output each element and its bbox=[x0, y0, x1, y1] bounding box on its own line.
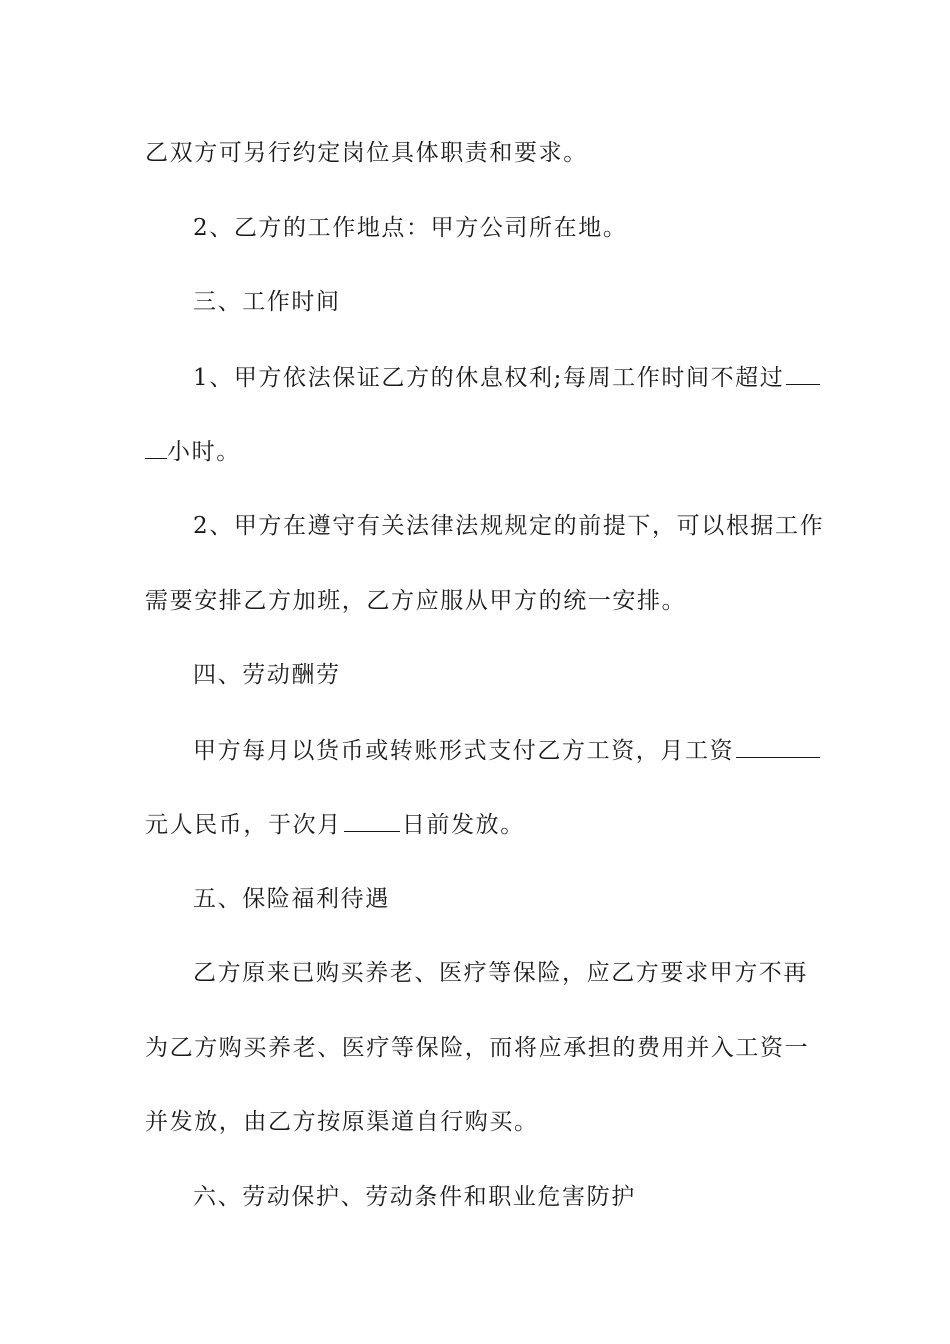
paragraph-line bbox=[145, 809, 810, 840]
paragraph-line bbox=[145, 1107, 810, 1137]
text: 六、劳动保护、劳动条件和职业危害防护 bbox=[193, 1184, 636, 1210]
text: 2、甲方在遵守有关法律法规规定的前提下，可以根据工作 bbox=[193, 513, 825, 539]
text: 元人民币，于次月 bbox=[145, 812, 342, 838]
paragraph-line bbox=[193, 958, 858, 988]
fill-blank bbox=[736, 735, 820, 758]
paragraph-line bbox=[145, 436, 810, 467]
section-heading bbox=[193, 287, 858, 317]
text: 乙双方可另行约定岗位具体职责和要求。 bbox=[145, 140, 588, 166]
paragraph-line bbox=[193, 213, 858, 243]
text: 需要安排乙方加班，乙方应服从甲方的统一安排。 bbox=[145, 588, 687, 614]
paragraph-line bbox=[145, 586, 810, 616]
paragraph-line bbox=[193, 362, 858, 393]
paragraph-line bbox=[193, 511, 858, 541]
paragraph-line bbox=[145, 1033, 810, 1063]
fill-blank bbox=[344, 809, 400, 832]
section-heading bbox=[193, 884, 858, 914]
paragraph-line bbox=[193, 735, 858, 766]
paragraph-line bbox=[145, 138, 810, 168]
text: 小时。 bbox=[167, 439, 241, 465]
text: 并发放，由乙方按原渠道自行购买。 bbox=[145, 1109, 539, 1135]
text: 日前发放。 bbox=[401, 812, 525, 838]
text: 乙方原来已购买养老、医疗等保险，应乙方要求甲方不再 bbox=[193, 960, 808, 986]
text: 2、乙方的工作地点：甲方公司所在地。 bbox=[193, 215, 628, 241]
section-heading bbox=[193, 1182, 858, 1212]
text: 三、工作时间 bbox=[193, 289, 341, 315]
text: 四、劳动酬劳 bbox=[193, 662, 341, 688]
text: 五、保险福利待遇 bbox=[193, 886, 390, 912]
text: 甲方每月以货币或转账形式支付乙方工资，月工资 bbox=[193, 738, 735, 764]
fill-blank bbox=[145, 436, 167, 459]
fill-blank bbox=[786, 362, 820, 385]
text: 为乙方购买养老、医疗等保险，而将应承担的费用并入工资一 bbox=[145, 1035, 810, 1061]
text: 1、甲方依法保证乙方的休息权利;每周工作时间不超过 bbox=[193, 365, 785, 391]
section-heading bbox=[193, 660, 858, 690]
